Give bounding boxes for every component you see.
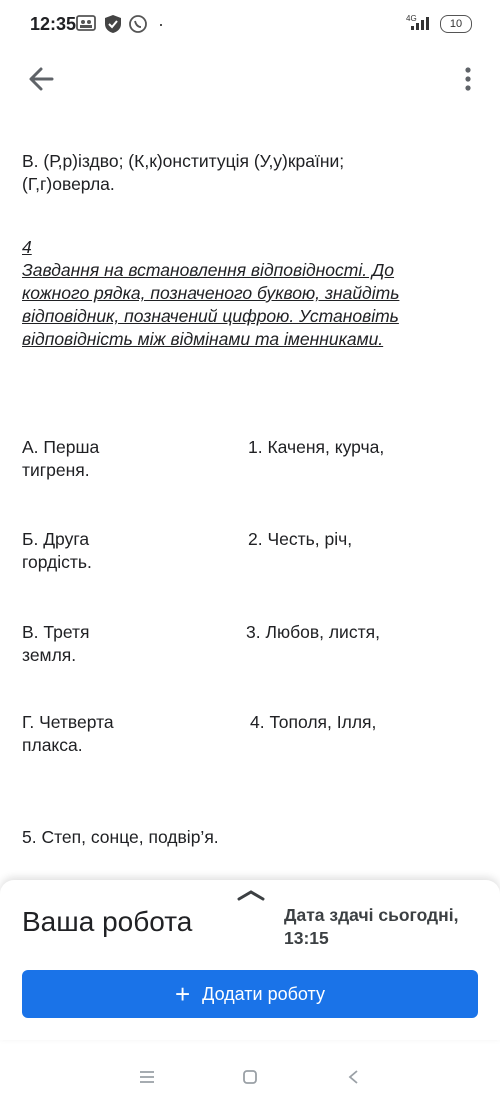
your-work-title: Ваша робота (22, 906, 193, 937)
signal-icon (410, 16, 432, 30)
add-work-label: Додати роботу (202, 983, 325, 1004)
back-arrow-icon[interactable] (24, 62, 58, 96)
left-item-b: Б. Друга гордість. (22, 529, 92, 572)
line-v: В. (Р,р)іздво; (К,к)онституція (У,у)країни; (Г,г)оверла. (22, 151, 345, 194)
your-work-sheet (0, 880, 500, 1040)
battery-icon (440, 15, 472, 33)
left-item-a: А. Перша тигреня. (22, 437, 100, 480)
back-nav-icon[interactable] (346, 1069, 360, 1085)
home-icon[interactable] (242, 1069, 258, 1085)
assignment-content (22, 150, 482, 351)
status-time: 12:35 (30, 14, 77, 34)
dot-icon: · (158, 14, 164, 34)
more-vert-icon[interactable] (456, 62, 480, 96)
chevron-up-icon[interactable] (236, 888, 266, 902)
app-bar (0, 48, 500, 108)
right-item-1: 1. Каченя, курча, (248, 437, 385, 457)
right-item-3: 3. Любов, листя, (246, 622, 380, 642)
system-nav-bar (0, 1045, 500, 1111)
right-item-4: 4. Тополя, Ілля, (250, 712, 377, 732)
plus-icon: + (174, 979, 191, 1009)
task-text: Завдання на встановлення відповідності. До кожного рядка, позначеного буквою, знайдіть відповідник, позначений цифрою. Установіть відповідність між відмінами та іменниками. (22, 260, 400, 349)
right-item-2: 2. Честь, річ, (248, 529, 353, 549)
extra-item-5: 5. Степ, сонце, подвір’я. (22, 827, 219, 847)
task-number: 4 (22, 237, 32, 257)
battery-level: 10 (449, 18, 463, 30)
team-icon (76, 14, 96, 32)
viber-icon (128, 14, 148, 34)
left-item-c: В. Третя земля. (22, 622, 90, 665)
due-date: Дата здачі сьогодні, 13:15 (284, 905, 459, 948)
left-item-d: Г. Четверта плакса. (22, 712, 114, 755)
menu-icon[interactable] (138, 1069, 156, 1085)
shield-check-icon (104, 14, 122, 34)
network-type: 4G (406, 14, 417, 23)
status-bar (0, 0, 500, 48)
add-work-button[interactable] (22, 970, 478, 1018)
